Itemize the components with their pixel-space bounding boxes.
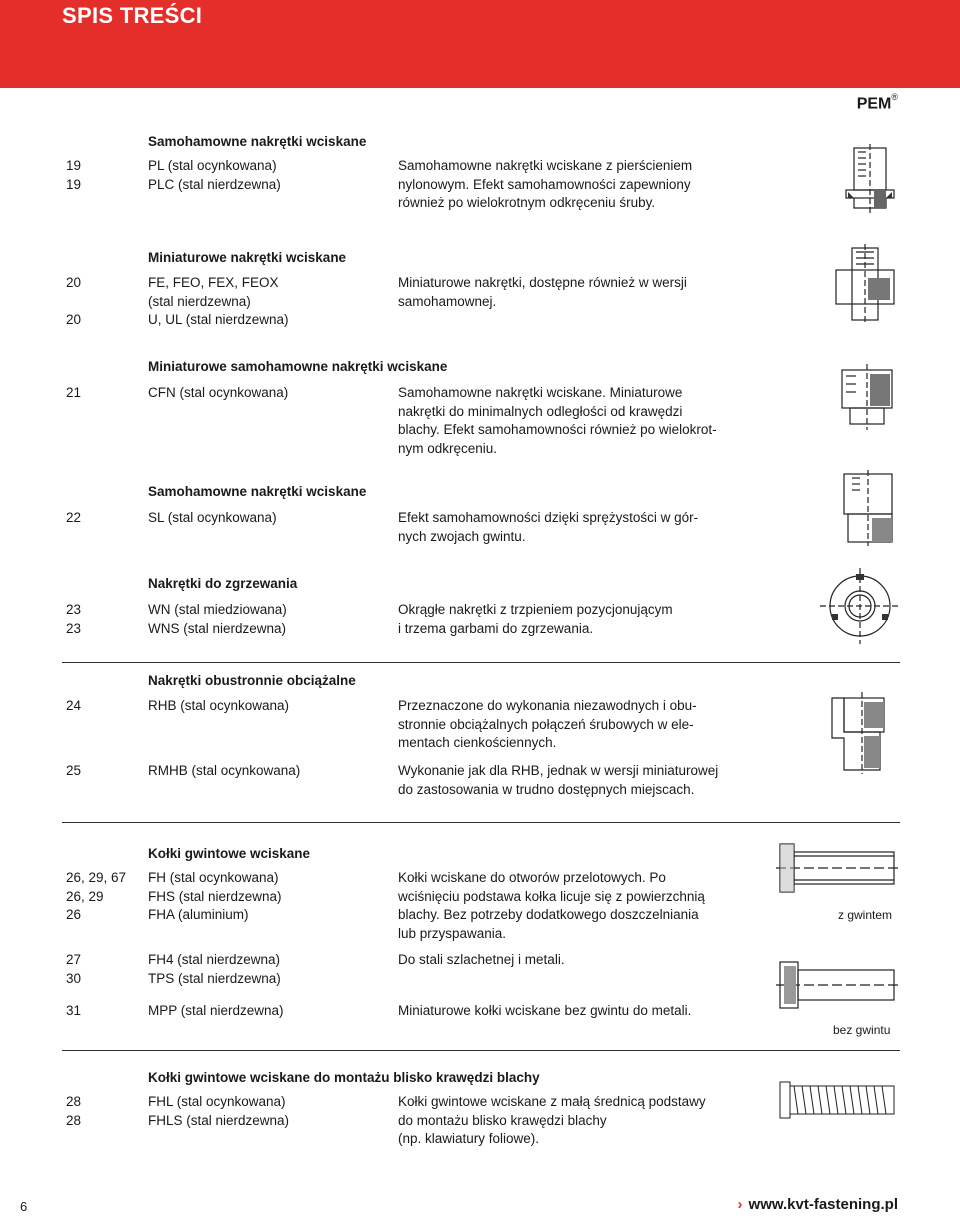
section-divider — [62, 1050, 900, 1051]
section-heading: Nakrętki do zgrzewania — [148, 576, 298, 591]
product-list: FH (stal ocynkowana) FHS (stal nierdzewna) FHA (aluminium) — [148, 870, 282, 922]
description: Okrągłe nakrętki z trzpieniem pozycjonującym i trzema garbami do zgrzewania. — [398, 602, 673, 636]
description: Efekt samohamowności dzięki sprężystości w gór- nych zwojach gwintu. — [398, 510, 699, 544]
section-heading: Samohamowne nakrętki wciskane — [148, 484, 367, 499]
pl-nut-drawing-icon — [840, 142, 902, 216]
website-url: www.kvt-fastening.pl — [748, 1196, 898, 1213]
product-list: PL (stal ocynkowana) PLC (stal nierdzewna) — [148, 158, 281, 192]
section-heading: Miniaturowe samohamowne nakrętki wciskane — [148, 359, 448, 374]
section-heading: Miniaturowe nakrętki wciskane — [148, 250, 347, 265]
sl-nut-drawing-icon — [834, 468, 900, 548]
section-divider — [62, 662, 900, 663]
page-ref: 31 — [66, 1003, 82, 1018]
description: Kołki gwintowe wciskane z małą średnicą podstawy do montażu blisko krawędzi blachy (np. klawiatury foliowe). — [398, 1094, 706, 1146]
brand-name: PEM — [856, 95, 892, 113]
product-list: FHL (stal ocynkowana) FHLS (stal nierdzewna) — [148, 1094, 290, 1128]
threaded-stud-drawing-icon — [776, 840, 898, 896]
fe-nut-drawing-icon — [828, 244, 900, 324]
wn-weld-nut-drawing-icon — [820, 568, 900, 644]
page-ref: 21 — [66, 385, 82, 400]
page-ref: 19 19 — [66, 158, 82, 192]
unthreaded-caption: bez gwintu — [833, 1023, 891, 1037]
cfn-nut-drawing-icon — [834, 360, 900, 432]
threaded-caption: z gwintem — [838, 908, 893, 922]
rhb-nut-drawing-icon — [826, 692, 898, 774]
description: Miniaturowe kołki wciskane bez gwintu do metali. — [398, 1003, 692, 1018]
section-heading: Samohamowne nakrętki wciskane — [148, 134, 367, 149]
description: Kołki wciskane do otworów przelotowych. Po wciśnięciu podstawa kołka licuje się z powierzchnią blachy. Bez potrzeby dodatkowego doszczelniania lub przyspawania. — [398, 870, 705, 941]
brand-logo — [857, 94, 898, 113]
page-ref: 28 28 — [66, 1094, 82, 1128]
page-ref: 24 — [66, 698, 82, 713]
description: Samohamowne nakrętki wciskane. Miniaturowe nakrętki do minimalnych odległości od krawędzi blachy. Efekt samohamowności również po wielokrot- nym odkręceniu. — [398, 385, 717, 456]
description: Przeznaczone do wykonania niezawodnych i obu- stronnie obciążalnych połączeń śrubowych w ele- mentach cienkościennych. — [398, 698, 697, 750]
page-ref: 27 30 — [66, 952, 82, 986]
product-list: RHB (stal ocynkowana) — [148, 698, 290, 713]
product-list: SL (stal ocynkowana) — [148, 510, 277, 525]
product-list: CFN (stal ocynkowana) — [148, 385, 289, 400]
page-ref: 23 23 — [66, 602, 82, 636]
page-ref: 25 — [66, 763, 82, 778]
product-list: MPP (stal nierdzewna) — [148, 1003, 284, 1018]
page-ref: 20 20 — [66, 275, 82, 327]
website-link[interactable] — [738, 1196, 898, 1213]
page-ref: 22 — [66, 510, 82, 525]
section-heading: Kołki gwintowe wciskane do montażu blisko krawędzi blachy — [148, 1070, 540, 1085]
chevron-right-icon: › — [737, 1196, 743, 1213]
section-heading: Kołki gwintowe wciskane — [148, 846, 311, 861]
product-list: FE, FEO, FEX, FEOX (stal nierdzewna) U, UL (stal nierdzewna) — [148, 275, 289, 327]
header-bar — [0, 0, 960, 88]
fhl-stud-drawing-icon — [776, 1072, 898, 1128]
page-number: 6 — [20, 1199, 28, 1214]
section-divider — [62, 822, 900, 823]
registered-mark: ® — [891, 92, 898, 102]
description: Miniaturowe nakrętki, dostępne również w wersji samohamownej. — [398, 275, 687, 309]
description: Wykonanie jak dla RHB, jednak w wersji miniaturowej do zastosowania w trudno dostępnych miejscach. — [398, 763, 719, 797]
description: Samohamowne nakrętki wciskane z pierścieniem nylonowym. Efekt samohamowności zapewniony również po wielokrotnym odkręceniu śruby. — [398, 158, 693, 210]
description: Do stali szlachetnej i metali. — [398, 952, 565, 967]
product-list: WN (stal miedziowana) WNS (stal nierdzewna) — [148, 602, 287, 636]
page-title: SPIS TREŚCI — [62, 3, 203, 28]
product-list: RMHB (stal ocynkowana) — [148, 763, 301, 778]
unthreaded-pin-drawing-icon — [776, 958, 898, 1012]
page-ref: 26, 29, 67 26, 29 26 — [66, 870, 127, 922]
section-heading: Nakrętki obustronnie obciążalne — [148, 673, 356, 688]
product-list: FH4 (stal nierdzewna) TPS (stal nierdzewna) — [148, 952, 281, 986]
